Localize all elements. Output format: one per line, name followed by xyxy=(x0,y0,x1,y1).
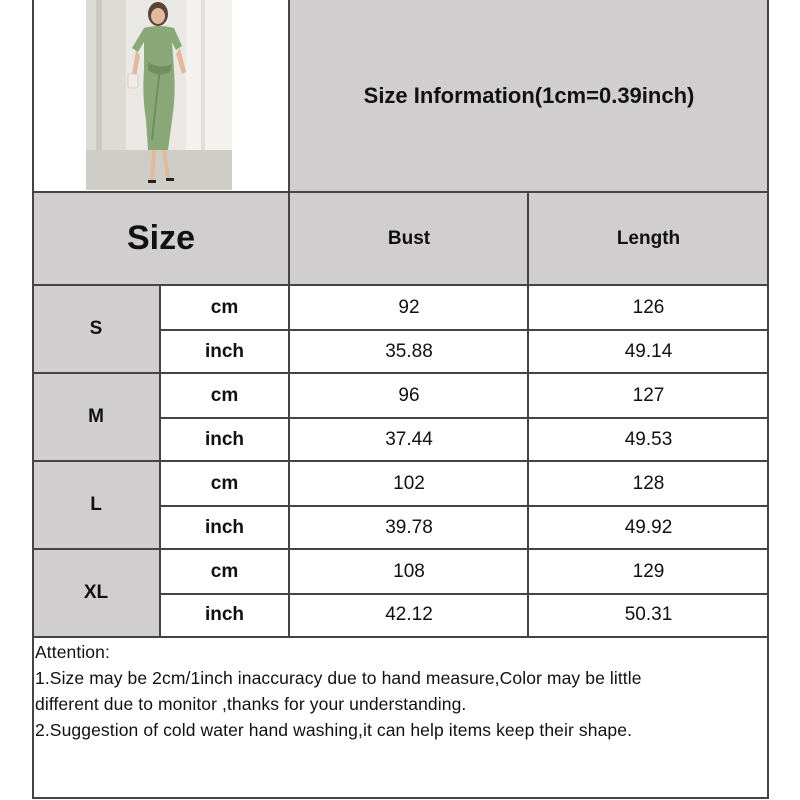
bust-value: 102 xyxy=(393,472,425,494)
unit-cell xyxy=(160,462,289,505)
size-header: Size xyxy=(126,219,196,257)
unit-cell xyxy=(160,374,289,417)
bust-value-cell xyxy=(290,462,528,505)
bust-value: 96 xyxy=(398,384,420,406)
length-value-cell xyxy=(529,418,768,461)
unit-label: cm xyxy=(210,296,239,318)
length-value-cell xyxy=(529,374,768,417)
bust-value: 39.78 xyxy=(385,516,433,538)
grid-line xyxy=(159,593,769,595)
length-value-cell xyxy=(529,330,768,373)
attention-notes xyxy=(35,639,763,743)
unit-label: cm xyxy=(210,560,239,582)
size-info-title-cell xyxy=(290,0,768,191)
size-info-title: Size Information(1cm=0.39inch) xyxy=(363,82,695,108)
length-value: 49.53 xyxy=(624,428,673,450)
grid-line xyxy=(32,0,34,799)
length-value: 128 xyxy=(632,472,665,494)
bust-header-cell xyxy=(290,193,528,284)
unit-label: cm xyxy=(210,384,239,406)
size-label-cell xyxy=(33,462,159,548)
size-label: XL xyxy=(83,582,109,603)
unit-label: inch xyxy=(204,340,245,362)
length-value-cell xyxy=(529,286,768,329)
grid-line xyxy=(32,636,769,638)
grid-line xyxy=(32,797,769,799)
grid-line xyxy=(159,505,769,507)
length-value: 50.31 xyxy=(624,604,673,625)
length-value: 126 xyxy=(632,296,665,318)
unit-cell xyxy=(160,286,289,329)
bust-value-cell xyxy=(290,374,528,417)
note-line: 1.Size may be 2cm/1inch inaccuracy due to hand measure,Color may be little xyxy=(35,668,642,688)
length-value: 49.92 xyxy=(624,516,673,538)
bust-value-cell xyxy=(290,594,528,636)
grid-line xyxy=(32,191,769,193)
grid-line xyxy=(159,417,769,419)
grid-line xyxy=(767,0,769,799)
bust-value-cell xyxy=(290,330,528,373)
bust-value: 92 xyxy=(398,296,420,318)
unit-cell xyxy=(160,550,289,593)
bust-value: 108 xyxy=(393,560,425,582)
length-value: 127 xyxy=(632,384,665,406)
grid-line xyxy=(159,329,769,331)
unit-label: inch xyxy=(204,428,245,450)
size-label-cell xyxy=(33,374,159,460)
unit-cell xyxy=(160,594,289,636)
length-header-cell xyxy=(529,193,768,284)
bust-value-cell xyxy=(290,418,528,461)
attention-heading: Attention: xyxy=(35,642,110,662)
grid-line xyxy=(32,460,769,462)
length-value-cell xyxy=(529,462,768,505)
length-value-cell xyxy=(529,506,768,549)
bust-value: 37.44 xyxy=(385,428,433,450)
length-value: 49.14 xyxy=(624,340,673,362)
size-label: L xyxy=(90,494,102,515)
note-line: 2.Suggestion of cold water hand washing,it can help items keep their shape. xyxy=(35,720,633,740)
grid-line xyxy=(32,372,769,374)
size-label: S xyxy=(89,318,103,339)
unit-cell xyxy=(160,506,289,549)
product-photo xyxy=(86,0,232,190)
grid-line xyxy=(527,192,529,637)
note-line: different due to monitor ,thanks for your understanding. xyxy=(35,694,467,714)
grid-line xyxy=(288,0,290,637)
bust-value: 35.88 xyxy=(385,340,433,362)
bust-value-cell xyxy=(290,550,528,593)
size-label-cell xyxy=(33,550,159,636)
bust-header: Bust xyxy=(387,227,431,249)
unit-label: inch xyxy=(204,604,245,625)
bust-value-cell xyxy=(290,286,528,329)
unit-label: cm xyxy=(210,472,239,494)
length-value-cell xyxy=(529,594,768,636)
size-label: M xyxy=(88,406,104,427)
unit-cell xyxy=(160,418,289,461)
size-label-cell xyxy=(33,286,159,372)
grid-line xyxy=(32,284,769,286)
unit-label: inch xyxy=(204,516,245,538)
bust-value: 42.12 xyxy=(385,604,433,625)
length-header: Length xyxy=(616,227,681,249)
length-value-cell xyxy=(529,550,768,593)
unit-cell xyxy=(160,330,289,373)
grid-line xyxy=(32,548,769,550)
length-value: 129 xyxy=(632,560,665,582)
bust-value-cell xyxy=(290,506,528,549)
size-header-cell xyxy=(33,193,289,284)
